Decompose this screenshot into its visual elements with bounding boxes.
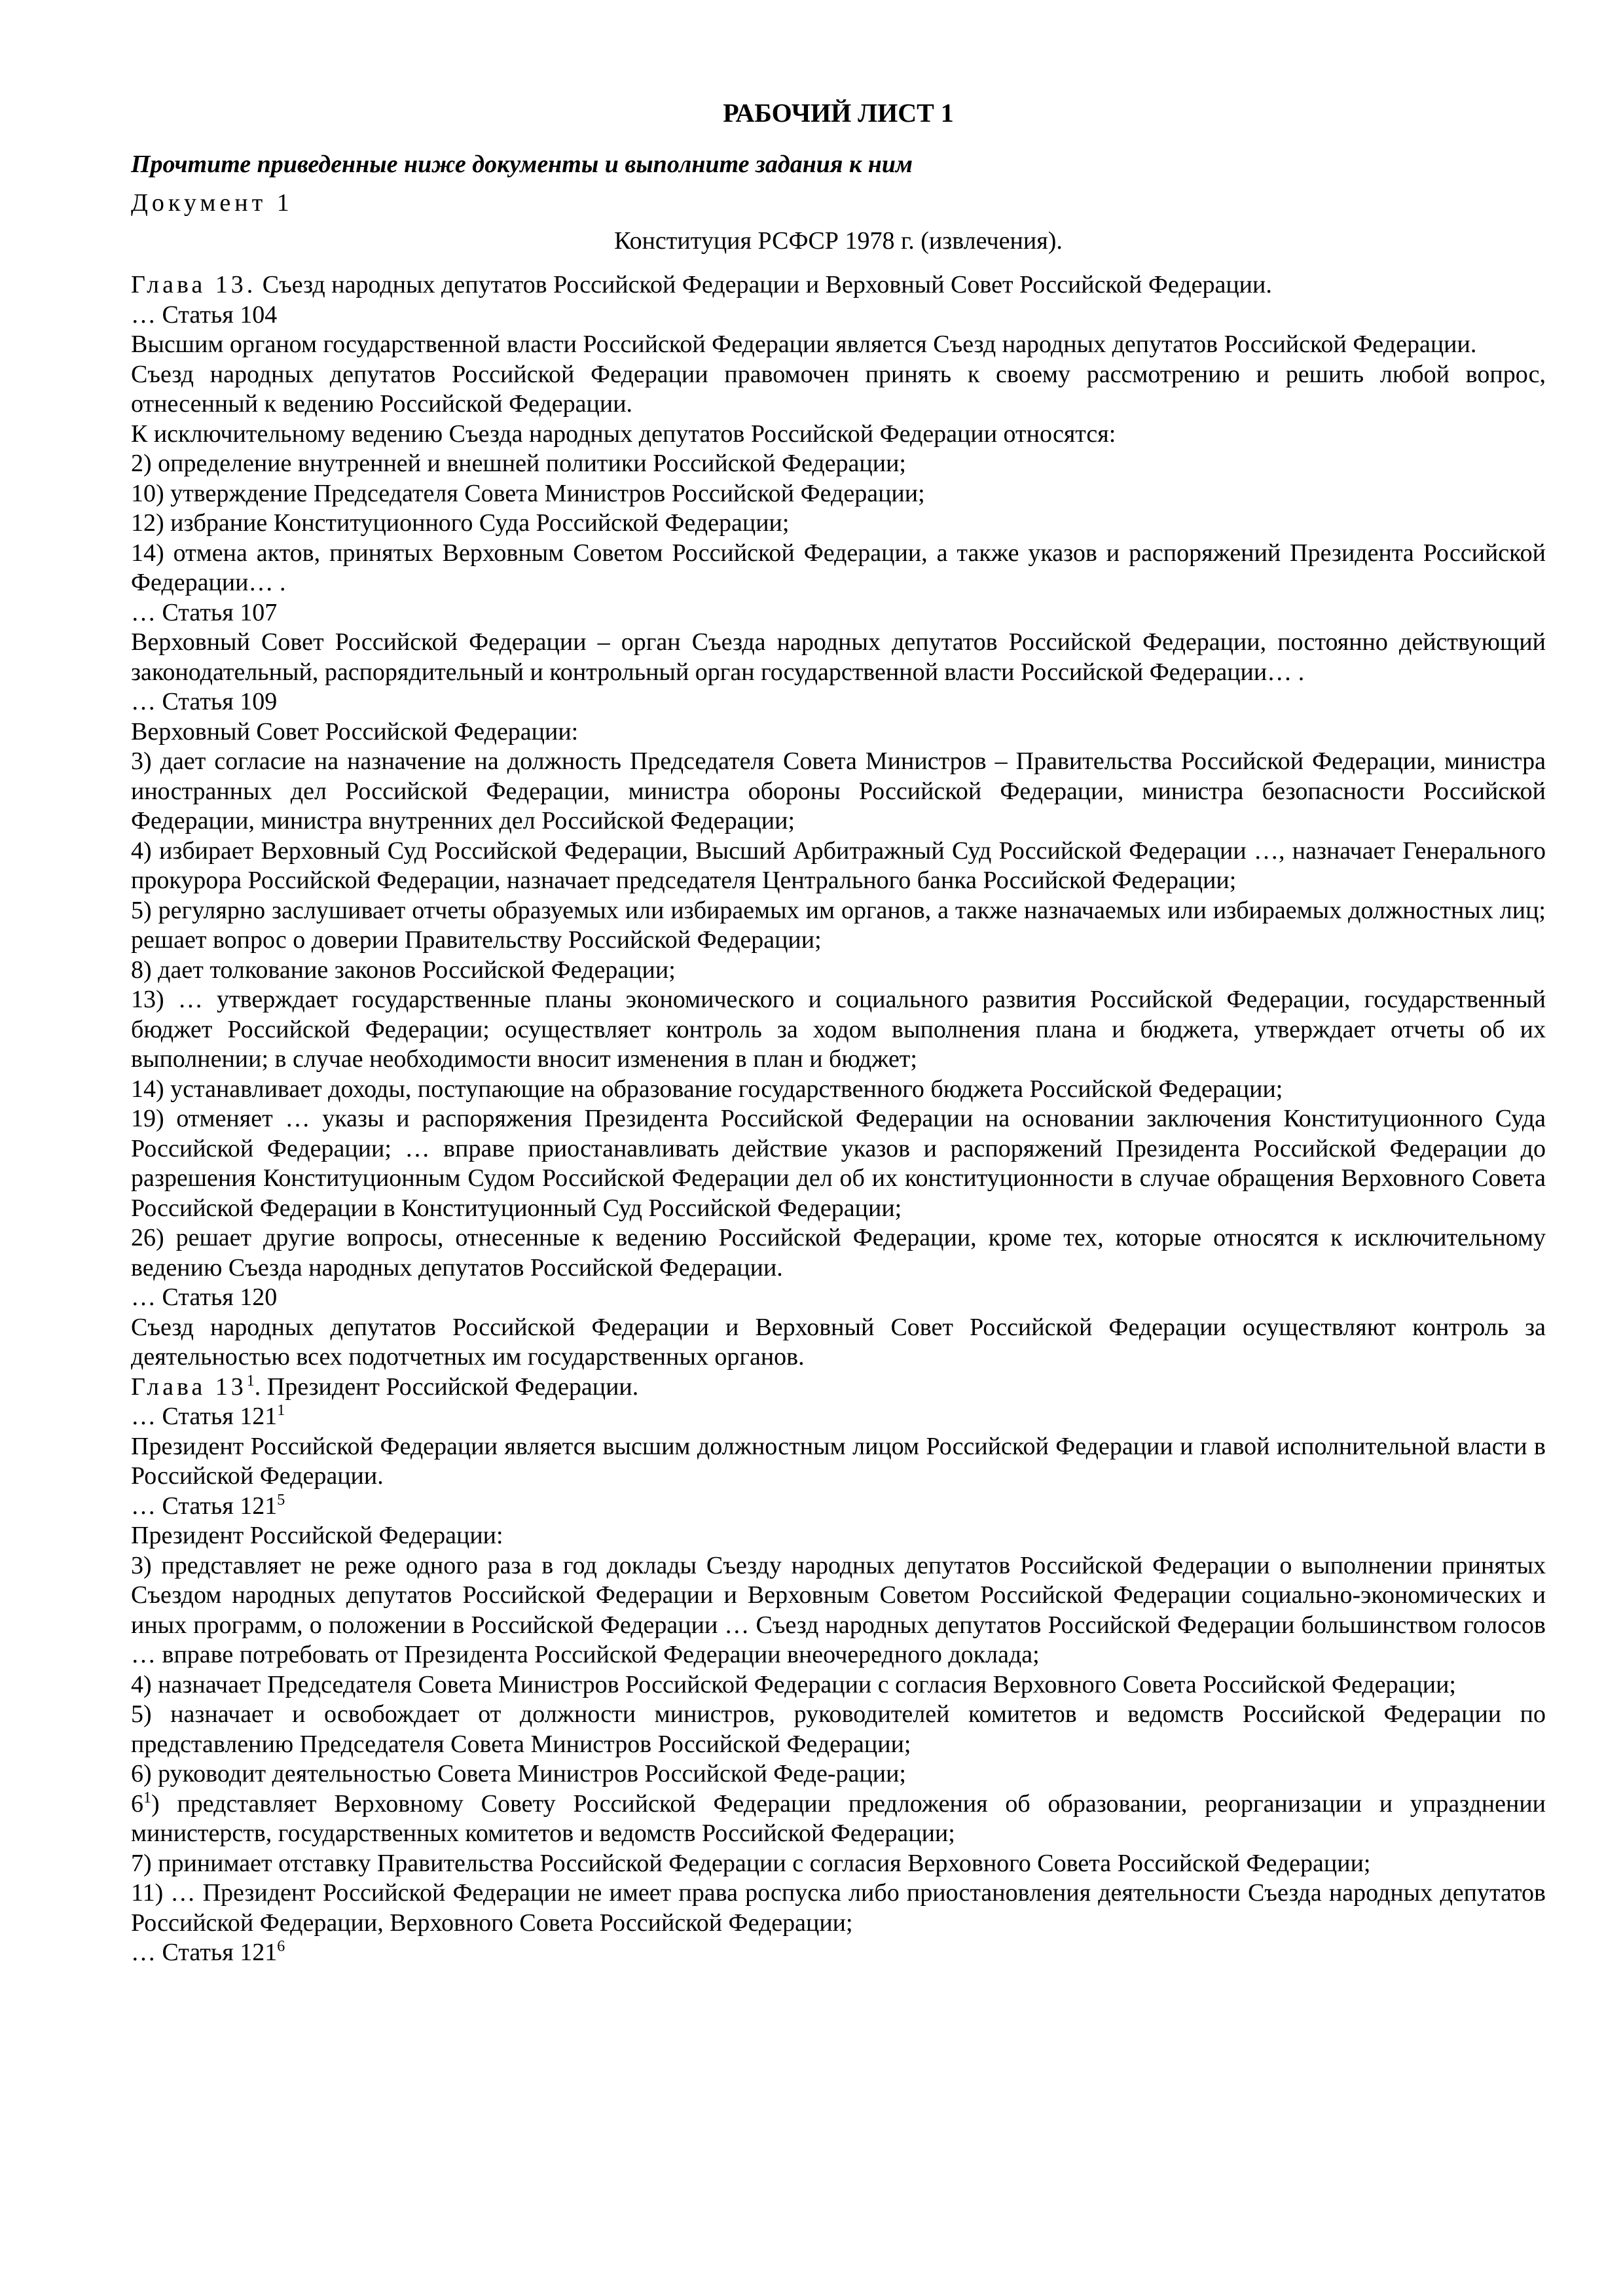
page-title: РАБОЧИЙ ЛИСТ 1: [723, 98, 954, 128]
superscript: 5: [277, 1491, 285, 1509]
superscript: 1: [277, 1402, 285, 1419]
document-body: [131, 270, 1546, 1968]
article-heading-text: … Статья 121: [131, 1492, 278, 1520]
paragraph: Верховный Совет Российской Федерации – орган Съезда народных депутатов Российской Федерации, постоянно действующий законодательный, распорядительный и контрольный орган государственной власти Российской Федерации… .: [131, 628, 1546, 686]
list-item: 26) решает другие вопросы, отнесенные к ведению Российской Федерации, кроме тех, которые относятся к исключительному ведению Съезда народных депутатов Российской Федерации.: [131, 1224, 1546, 1282]
superscript: 6: [277, 1938, 285, 1955]
article-heading-text: … Статья 121: [131, 1403, 278, 1430]
list-item: 5) регулярно заслушивает отчеты образуемых или избираемых им органов, а также назначаемых или избираемых должностных лиц; решает вопрос о доверии Правительству Российской Федерации;: [131, 896, 1546, 954]
list-item: 7) принимает отставку Правительства Российской Федерации с согласия Верховного Совета Российской Федерации;: [131, 1849, 1371, 1877]
list-item: 11) … Президент Российской Федерации не имеет права роспуска либо приостановления деятельности Съезда народных депутатов Российской Федерации, Верховного Совета Российской Федерации;: [131, 1879, 1546, 1937]
article-107-heading: … Статья 107: [131, 598, 278, 626]
chapter-13-heading: [131, 270, 1546, 300]
paragraph: Президент Российской Федерации является высшим должностным лицом Российской Федерации и главой исполнительной власти в Российской Федерации.: [131, 1432, 1546, 1490]
list-item: 3) представляет не реже одного раза в год доклады Съезду народных депутатов Российской Федерации о выполнении принятых Съездом народных депутатов Российской Федерации и Верховным Советом Российской Федерации социально-экономических и иных программ, о положении в Российской Федерации … Съезд народных депутатов Российской Федерации большинством голосов … вправе потребовать от Президента Российской Федерации внеочередного доклада;: [131, 1551, 1546, 1668]
chapter-13-1-heading: [131, 1372, 1546, 1403]
list-item: 5) назначает и освобождает от должности министров, руководителей комитетов и ведомств Российской Федерации по представлению Председателя Совета Министров Российской Федерации;: [131, 1700, 1546, 1758]
superscript: 1: [143, 1789, 151, 1806]
chapter-label: Глава 13: [131, 1372, 247, 1401]
paragraph: Съезд народных депутатов Российской Федерации правомочен принять к своему рассмотрению и решить любой вопрос, отнесенный к ведению Российской Федерации.: [131, 360, 1546, 418]
list-item: 19) отменяет … указы и распоряжения Президента Российской Федерации на основании заключения Конституционного Суда Российской Федерации; … вправе приостанавливать действие указов и распоряжений Президента Российской Федерации до разрешения Конституционным Судом Российской Федерации дел об их конституционности в случае обращения Верховного Совета Российской Федерации в Конституционный Суд Российской Федерации;: [131, 1105, 1546, 1222]
article-121-1-heading: [131, 1402, 1546, 1432]
paragraph: Президент Российской Федерации:: [131, 1522, 503, 1549]
list-item: 4) назначает Председателя Совета Министров Российской Федерации с согласия Верховного Совета Российской Федерации;: [131, 1670, 1456, 1698]
list-item: 14) отмена актов, принятых Верховным Советом Российской Федерации, а также указов и распоряжений Президента Российской Федерации… .: [131, 539, 1546, 596]
item-text: ) представляет Верховному Совету Российской Федерации предложения об образовании, реорганизации и упразднении министерств, государственных комитетов и ведомств Российской Федерации;: [131, 1789, 1546, 1847]
chapter-text: . Президент Российской Федерации.: [254, 1372, 639, 1401]
instruction-text: Прочтите приведенные ниже документы и выполните задания к ним: [131, 150, 913, 178]
list-item: 4) избирает Верховный Суд Российской Федерации, Высший Арбитражный Суд Российской Федерации …, назначает Генерального прокурора Российской Федерации, назначает председателя Центрального банка Российской Федерации;: [131, 836, 1546, 894]
paragraph: Съезд народных депутатов Российской Федерации и Верховный Совет Российской Федерации осуществляют контроль за деятельностью всех подотчетных им государственных органов.: [131, 1313, 1546, 1371]
article-121-6-heading: [131, 1938, 1546, 1968]
paragraph: К исключительному ведению Съезда народных депутатов Российской Федерации относятся:: [131, 420, 1116, 448]
list-item: 2) определение внутренней и внешней политики Российской Федерации;: [131, 450, 906, 477]
list-item: 12) избрание Конституционного Суда Российской Федерации;: [131, 509, 790, 537]
list-item: 8) дает толкование законов Российской Федерации;: [131, 956, 676, 984]
list-item: 14) устанавливает доходы, поступающие на образование государственного бюджета Российской Федерации;: [131, 1075, 1283, 1103]
article-104-heading: … Статья 104: [131, 300, 278, 329]
document-title: Конституция РСФСР 1978 г. (извлечения).: [614, 226, 1063, 255]
list-item: 10) утверждение Председателя Совета Министров Российской Федерации;: [131, 479, 925, 507]
list-item: 3) дает согласие на назначение на должность Председателя Совета Министров – Правительства Российской Федерации, министра иностранных дел Российской Федерации, министра обороны Российской Федерации, министра безопасности Российской Федерации, министра внутренних дел Российской Федерации;: [131, 747, 1546, 834]
paragraph: Высшим органом государственной власти Российской Федерации является Съезд народных депутатов Российской Федерации.: [131, 331, 1477, 358]
article-heading-text: … Статья 121: [131, 1939, 278, 1966]
paragraph: Верховный Совет Российской Федерации:: [131, 717, 579, 745]
superscript: 1: [246, 1372, 255, 1390]
list-item: 13) … утверждает государственные планы экономического и социального развития Российской Федерации, государственный бюджет Российской Федерации; осуществляет контроль за ходом выполнения плана и бюджета, утверждает отчеты об их выполнении; в случае необходимости вносит изменения в план и бюджет;: [131, 986, 1546, 1073]
item-number: 6: [131, 1789, 143, 1818]
article-121-5-heading: [131, 1492, 1546, 1522]
list-item: 6) руководит деятельностью Совета Министров Российской Феде-рации;: [131, 1760, 906, 1787]
article-120-heading: … Статья 120: [131, 1283, 278, 1311]
chapter-label: Глава 13.: [131, 271, 257, 298]
list-item: [131, 1789, 1546, 1849]
document-label: Документ 1: [131, 189, 293, 217]
chapter-text: Съезд народных депутатов Российской Федерации и Верховный Совет Российской Федерации.: [256, 271, 1272, 298]
article-109-heading: … Статья 109: [131, 688, 278, 715]
